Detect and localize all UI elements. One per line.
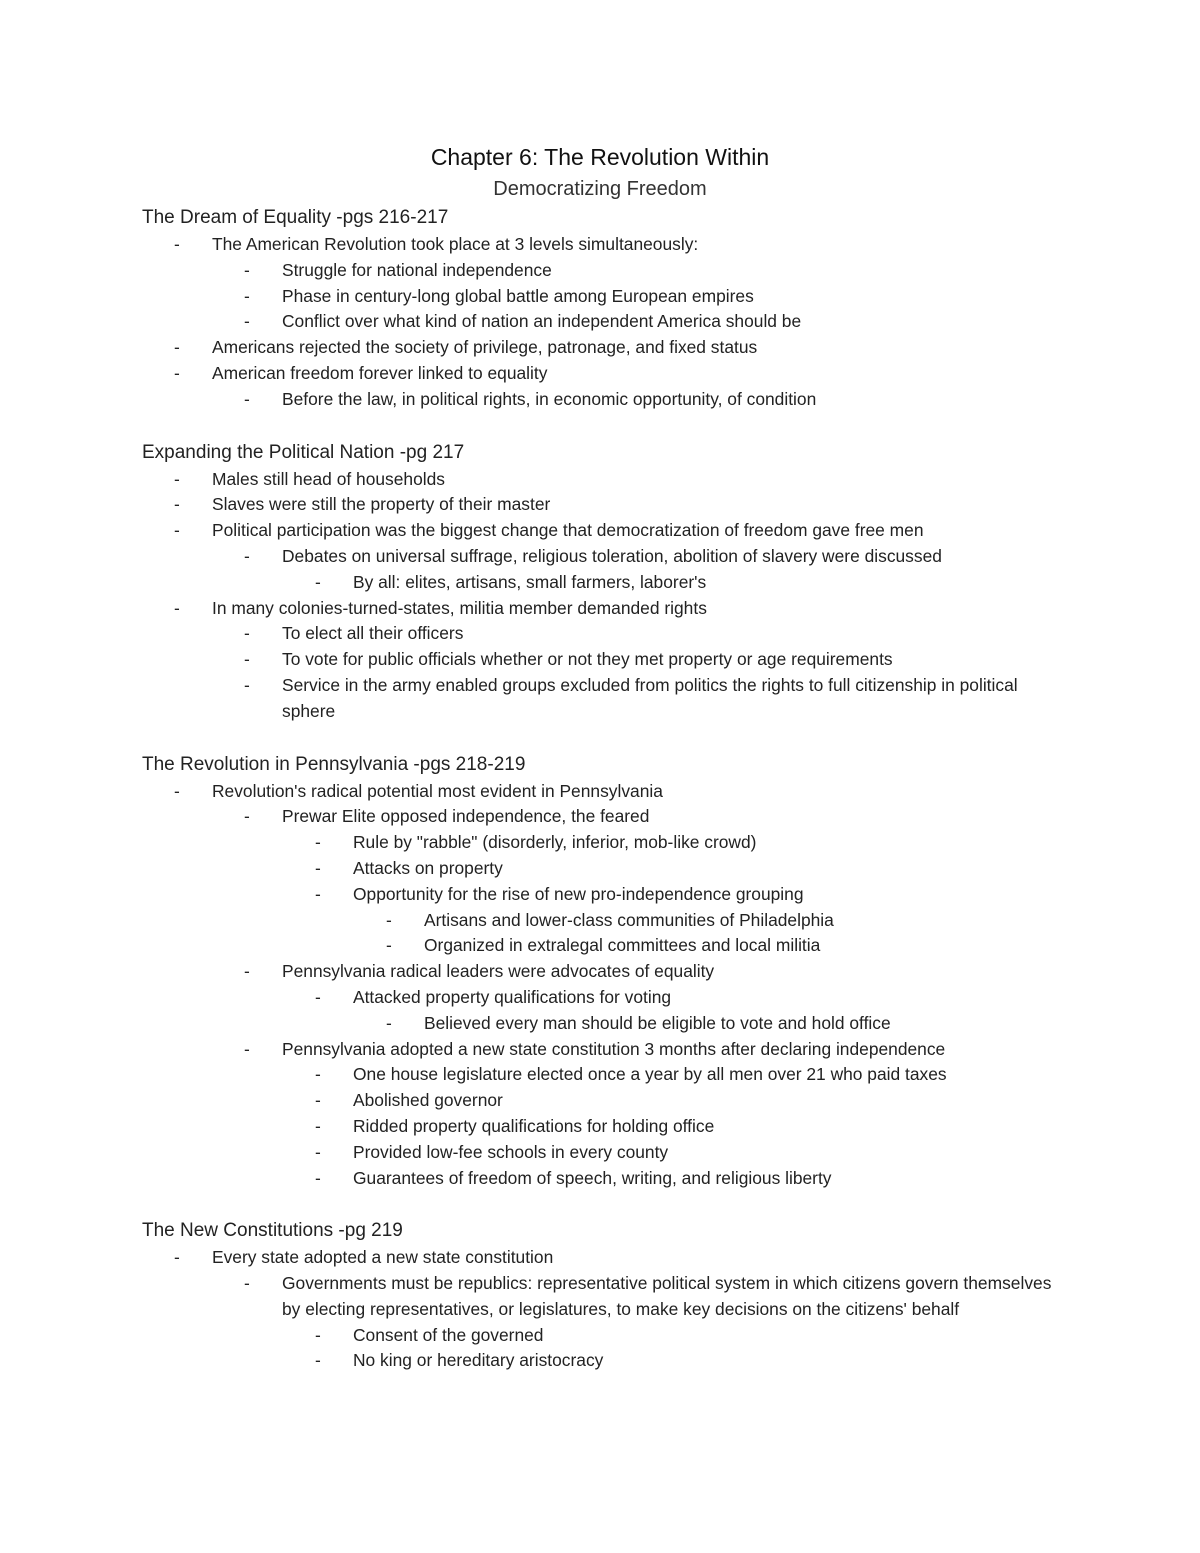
bullet-item — [142, 1166, 1062, 1192]
bullet-text: Debates on universal suffrage, religious toleration, abolition of slavery were discussed — [282, 545, 942, 566]
bullet-text: Political participation was the biggest change that democratization of freedom gave free men — [212, 520, 924, 541]
bullet-text: Slaves were still the property of their master — [212, 494, 551, 515]
bullet-dash-icon: - — [244, 311, 250, 332]
bullet-item — [142, 1348, 1062, 1374]
bullet-dash-icon: - — [174, 234, 180, 254]
bullet-item — [142, 1011, 1062, 1037]
bullet-item — [142, 1140, 1062, 1166]
bullet-dash-icon: - — [244, 285, 250, 306]
bullet-text: Pennsylvania adopted a new state constitution 3 months after declaring independence — [282, 1038, 946, 1059]
bullet-item — [142, 856, 1062, 882]
bullet-text: No king or hereditary aristocracy — [353, 1350, 604, 1371]
bullet-dash-icon: - — [315, 832, 321, 853]
bullet-text: Before the law, in political rights, in economic opportunity, of condition — [282, 388, 817, 409]
bullet-dash-icon: - — [315, 1167, 321, 1188]
bullet-item — [142, 387, 1062, 413]
bullet-dash-icon: - — [315, 1141, 321, 1162]
bullet-text: Abolished governor — [353, 1090, 503, 1111]
section-heading: The Revolution in Pennsylvania -pgs 218-219 — [142, 753, 526, 775]
bullet-text: Conflict over what kind of nation an independent America should be — [282, 311, 802, 332]
bullet-text: The American Revolution took place at 3 levels simultaneously: — [212, 234, 699, 254]
bullet-dash-icon: - — [315, 986, 321, 1007]
bullet-item — [142, 882, 1062, 908]
section — [142, 1217, 1062, 1374]
section — [142, 439, 1062, 725]
bullet-item — [142, 804, 1062, 830]
bullet-dash-icon: - — [174, 520, 180, 541]
bullet-item — [142, 621, 1062, 647]
bullet-item — [142, 1062, 1062, 1088]
bullet-dash-icon: - — [386, 909, 392, 930]
section-heading: Expanding the Political Nation -pg 217 — [142, 441, 465, 463]
bullet-item — [142, 544, 1062, 570]
bullet-dash-icon: - — [386, 1012, 392, 1033]
bullet-dash-icon: - — [244, 1273, 250, 1294]
bullet-text: Provided low-fee schools in every county — [353, 1141, 669, 1162]
bullet-item — [142, 1271, 1062, 1323]
bullet-text: Attacks on property — [353, 857, 503, 878]
bullet-dash-icon: - — [315, 1324, 321, 1345]
bullet-text: Guarantees of freedom of speech, writing, and religious liberty — [353, 1167, 832, 1188]
bullet-item — [142, 232, 1062, 258]
bullet-text: To elect all their officers — [282, 623, 464, 644]
bullet-dash-icon: - — [244, 388, 250, 409]
section — [142, 751, 1062, 1192]
bullet-text: Opportunity for the rise of new pro-independence grouping — [353, 883, 804, 904]
bullet-dash-icon: - — [315, 1350, 321, 1371]
bullet-dash-icon: - — [244, 1038, 250, 1059]
bullet-text: Believed every man should be eligible to vote and hold office — [424, 1012, 891, 1033]
bullet-text: To vote for public officials whether or not they met property or age requirements — [282, 649, 893, 670]
bullet-item — [142, 596, 1062, 622]
bullet-dash-icon: - — [174, 494, 180, 515]
bullet-text: Rule by "rabble" (disorderly, inferior, mob-like crowd) — [353, 832, 757, 853]
bullet-text: Attacked property qualifications for voting — [353, 986, 672, 1007]
bullet-dash-icon: - — [174, 468, 180, 489]
bullet-text: Every state adopted a new state constitution — [212, 1247, 554, 1268]
bullet-dash-icon: - — [244, 545, 250, 566]
bullet-item — [142, 284, 1062, 310]
section-heading: The New Constitutions -pg 219 — [142, 1220, 403, 1242]
bullet-dash-icon: - — [315, 1090, 321, 1111]
bullet-dash-icon: - — [244, 674, 250, 695]
bullet-dash-icon: - — [244, 649, 250, 670]
bullet-item — [142, 1114, 1062, 1140]
bullet-text: Males still head of households — [212, 468, 445, 489]
bullet-dash-icon: - — [174, 780, 180, 801]
bullet-item — [142, 570, 1062, 596]
bullet-item — [142, 647, 1062, 673]
bullet-dash-icon: - — [174, 337, 180, 358]
document-subtitle: Democratizing Freedom — [493, 178, 707, 200]
bullet-item — [142, 830, 1062, 856]
document-title: Chapter 6: The Revolution Within — [430, 144, 770, 170]
bullet-text: Ridded property qualifications for holding office — [353, 1115, 715, 1136]
bullet-item — [142, 1323, 1062, 1349]
bullet-dash-icon: - — [315, 883, 321, 904]
bullet-text: Governments must be republics: representative political system in which citizens govern themselves by electing representatives, or legislatures, to make key decisions on the citizens' behalf — [282, 1273, 1052, 1319]
bullet-dash-icon: - — [174, 1247, 180, 1268]
bullet-item — [142, 258, 1062, 284]
bullet-item — [142, 335, 1062, 361]
bullet-dash-icon: - — [386, 935, 392, 956]
bullet-item — [142, 959, 1062, 985]
bullet-dash-icon: - — [315, 857, 321, 878]
bullet-text: Phase in century-long global battle among European empires — [282, 285, 754, 306]
bullet-item — [142, 1037, 1062, 1063]
bullet-item — [142, 779, 1062, 805]
bullet-item — [142, 673, 1062, 725]
bullet-dash-icon: - — [244, 623, 250, 644]
bullet-dash-icon: - — [315, 1115, 321, 1136]
bullet-dash-icon: - — [244, 806, 250, 827]
bullet-dash-icon: - — [244, 259, 250, 280]
bullet-text: Struggle for national independence — [282, 259, 552, 280]
document-body — [142, 204, 1062, 1374]
section — [142, 204, 1062, 413]
bullet-item — [142, 361, 1062, 387]
bullet-text: Organized in extralegal committees and local militia — [424, 935, 821, 956]
bullet-item — [142, 1245, 1062, 1271]
bullet-item — [142, 1088, 1062, 1114]
bullet-text: American freedom forever linked to equality — [212, 362, 548, 383]
bullet-item — [142, 309, 1062, 335]
bullet-item — [142, 985, 1062, 1011]
bullet-dash-icon: - — [174, 597, 180, 618]
bullet-dash-icon: - — [315, 1064, 321, 1085]
bullet-dash-icon: - — [174, 362, 180, 383]
bullet-text: Americans rejected the society of privilege, patronage, and fixed status — [212, 337, 758, 358]
bullet-text: Artisans and lower-class communities of Philadelphia — [424, 909, 834, 930]
section-heading: The Dream of Equality -pgs 216-217 — [142, 207, 449, 228]
bullet-dash-icon: - — [244, 961, 250, 982]
bullet-dash-icon: - — [315, 571, 321, 592]
bullet-item — [142, 933, 1062, 959]
bullet-text: By all: elites, artisans, small farmers, laborer's — [353, 571, 707, 592]
bullet-text: Prewar Elite opposed independence, the feared — [282, 806, 650, 827]
bullet-text: In many colonies-turned-states, militia member demanded rights — [212, 597, 707, 618]
bullet-item — [142, 908, 1062, 934]
bullet-text: One house legislature elected once a year by all men over 21 who paid taxes — [353, 1064, 947, 1085]
bullet-text: Consent of the governed — [353, 1324, 544, 1345]
bullet-text: Service in the army enabled groups excluded from politics the rights to full citizenship in political sphere — [282, 674, 1018, 721]
bullet-item — [142, 467, 1062, 493]
bullet-text: Pennsylvania radical leaders were advocates of equality — [282, 961, 715, 982]
bullet-item — [142, 492, 1062, 518]
bullet-text: Revolution's radical potential most evident in Pennsylvania — [212, 780, 663, 801]
bullet-item — [142, 518, 1062, 544]
